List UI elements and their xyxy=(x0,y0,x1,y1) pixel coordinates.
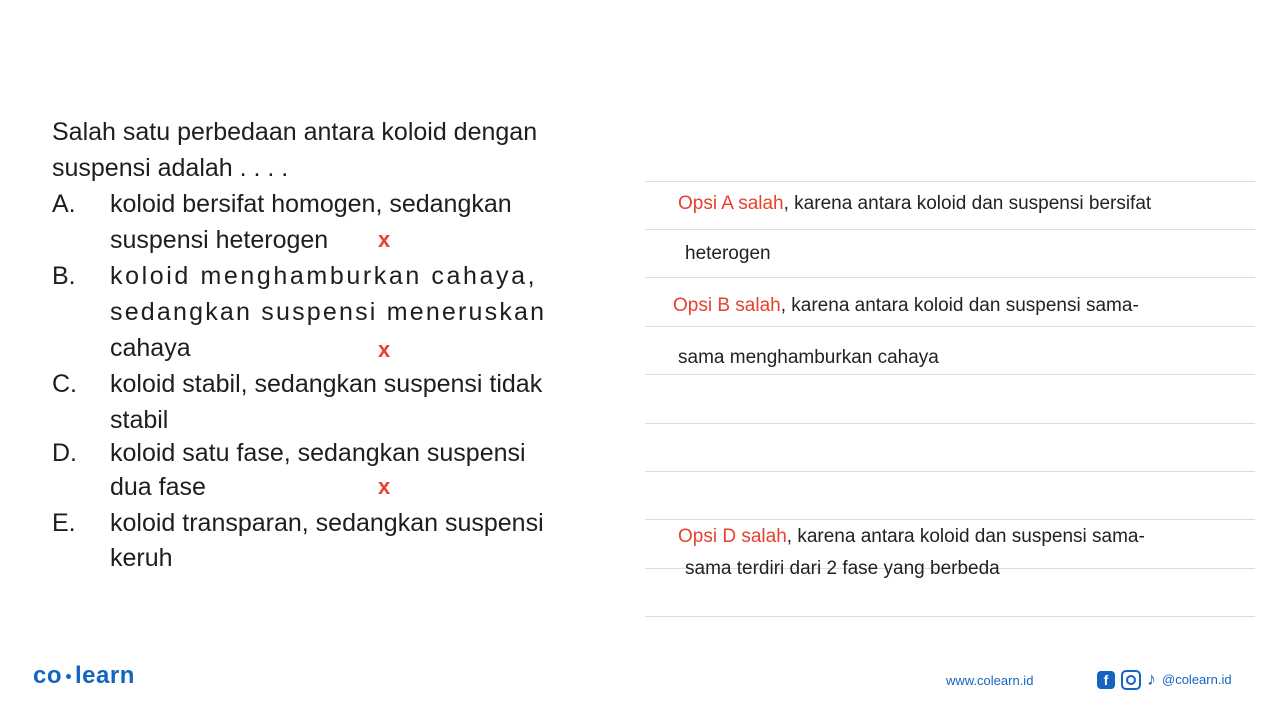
ruled-line xyxy=(645,616,1255,617)
logo-left: co xyxy=(33,662,63,689)
option-c-line-2: stabil xyxy=(110,406,169,434)
logo-right: learn xyxy=(75,662,135,689)
option-c-letter: C. xyxy=(52,370,77,398)
option-b-letter: B. xyxy=(52,262,76,290)
option-c-line-1: koloid stabil, sedangkan suspensi tidak xyxy=(110,370,543,398)
option-e-line-2: keruh xyxy=(110,544,173,572)
option-e-letter: E. xyxy=(52,509,76,537)
social-links xyxy=(1097,669,1232,690)
option-b-line-1: koloid menghamburkan cahaya, xyxy=(110,262,538,290)
option-a-letter: A. xyxy=(52,190,76,218)
website-link[interactable]: www.colearn.id xyxy=(946,673,1034,688)
ruled-line xyxy=(645,229,1255,230)
answer-a-label: Opsi A salah xyxy=(678,193,784,214)
answer-b-label: Opsi B salah xyxy=(673,295,781,316)
colearn-logo xyxy=(33,662,135,690)
ruled-line xyxy=(645,374,1255,375)
option-b-wrong-mark: x xyxy=(378,337,391,362)
option-d-line-1: koloid satu fase, sedangkan suspensi xyxy=(110,439,526,467)
option-e-line-1: koloid transparan, sedangkan suspensi xyxy=(110,509,544,537)
answer-b xyxy=(673,292,1139,320)
ruled-line xyxy=(645,423,1255,424)
ruled-line xyxy=(645,519,1255,520)
option-b-line-2: sedangkan suspensi meneruskan xyxy=(110,298,547,326)
question-line-1: Salah satu perbedaan antara koloid dengan xyxy=(52,118,538,146)
answer-d-cont: sama terdiri dari 2 fase yang berbeda xyxy=(685,558,1000,579)
answer-b-text: , karena antara koloid dan suspensi sama- xyxy=(780,295,1139,316)
option-a-line-2: suspensi heterogen xyxy=(110,226,329,254)
instagram-icon[interactable] xyxy=(1121,670,1141,690)
option-d-line-2: dua fase xyxy=(110,473,206,501)
answer-d-text: , karena antara koloid dan suspensi sama- xyxy=(786,526,1145,547)
facebook-icon[interactable]: f xyxy=(1097,671,1115,689)
answer-b-cont: sama menghamburkan cahaya xyxy=(678,347,939,368)
answer-a-cont: heterogen xyxy=(685,243,771,264)
tiktok-icon[interactable]: ♪ xyxy=(1147,669,1156,689)
answer-a-text: , karena antara koloid dan suspensi bersifat xyxy=(783,193,1152,214)
ruled-line xyxy=(645,471,1255,472)
ruled-line xyxy=(645,277,1255,278)
answer-a xyxy=(678,190,1151,218)
option-d-wrong-mark: x xyxy=(378,474,391,499)
option-d-letter: D. xyxy=(52,439,77,467)
ruled-line xyxy=(645,326,1255,327)
option-b-line-3: cahaya xyxy=(110,334,191,362)
question-line-2: suspensi adalah . . . . xyxy=(52,154,289,182)
ruled-line xyxy=(645,181,1255,182)
logo-dot xyxy=(66,674,71,679)
answer-d-label: Opsi D salah xyxy=(678,526,787,547)
social-handle: @colearn.id xyxy=(1162,672,1232,687)
option-a-wrong-mark: x xyxy=(378,227,391,252)
answer-d xyxy=(678,523,1145,551)
option-a-line-1: koloid bersifat homogen, sedangkan xyxy=(110,190,512,218)
